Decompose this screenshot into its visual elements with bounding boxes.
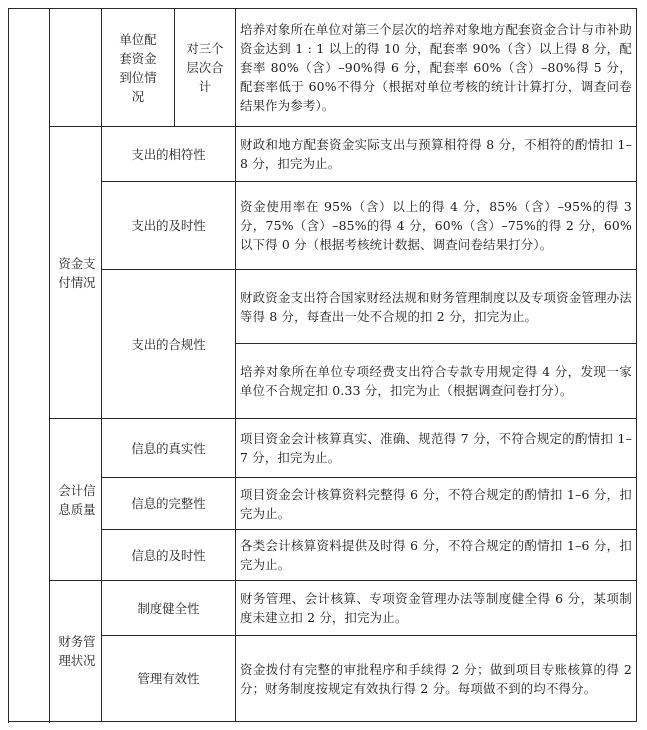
criterion-description: 各类会计核算资料提供及时得 6 分，不符合规定的酌情扣 1–6 分，扣完为止。: [236, 530, 637, 581]
table-row: [9, 127, 637, 182]
criterion-name: 单位配套资金到位情况: [102, 9, 175, 126]
table-row: [9, 530, 637, 581]
criterion-description: 培养对象所在单位对第三个层次的培养对象地方配套资金合计与市补助资金达到 1 : 1 以上的得 10 分，配套率 90%（含）以上得 8 分，配套率 80%（含）–90%得 6 分，配套率 60%（含）–80%得 5 分，配套率低于 60%不得分（根据对单位考核的统计计算打分，调查问卷结果作为参考）。: [236, 9, 637, 127]
table-row: [9, 270, 637, 344]
category-cell-empty: [50, 9, 102, 127]
criterion-name: 支出的相符性: [102, 127, 236, 182]
outer-category-cell: [9, 9, 50, 722]
criterion-description: 培养对象所在单位专项经费支出符合专款专用规定得 4 分，发现一家单位不合规定扣 0.33 分，扣完为止（根据调查问卷打分）。: [236, 344, 637, 419]
criterion-name: 制度健全性: [102, 581, 236, 636]
criterion-description: 财政资金支出符合国家财经法规和财务管理制度以及专项资金管理办法等得 8 分，每查出一处不合规的扣 2 分，扣完为止。: [236, 270, 637, 344]
criterion-description: 项目资金会计核算资料完整得 6 分，不符合规定的酌情扣 1–6 分，扣完为止。: [236, 478, 637, 530]
criterion-description: 财务管理、会计核算、专项资金管理办法等制度健全得 6 分，某项制度未建立扣 2 分，扣完为止。: [236, 581, 637, 636]
criterion-name: 信息的完整性: [102, 478, 236, 530]
criterion-name: 支出的及时性: [102, 182, 236, 270]
category-financial-management: 财务管理状况: [50, 581, 102, 722]
table-row: [9, 9, 637, 127]
criterion-description: 项目资金会计核算真实、准确、规范得 7 分，不符合规定的酌情扣 1–7 分，扣完为止。: [236, 419, 637, 478]
criterion-cell: [102, 9, 236, 127]
criterion-name: 支出的合规性: [102, 270, 236, 419]
table-row: [9, 581, 637, 636]
table-row: [9, 636, 637, 722]
criterion-name: 信息的真实性: [102, 419, 236, 478]
criterion-name: 管理有效性: [102, 636, 236, 722]
table-row: [9, 478, 637, 530]
evaluation-criteria-table: [8, 8, 637, 722]
criterion-description: 资金拨付有完整的审批程序和手续得 2 分；做到项目专账核算的得 2 分；财务制度按规定有效执行得 2 分。每项做不到的均不得分。: [236, 636, 637, 722]
category-funds-payment: 资金支付情况: [50, 127, 102, 419]
criterion-scope: 对三个层次合计: [186, 41, 224, 94]
table-row: [9, 419, 637, 478]
criterion-description: 财政和地方配套资金实际支出与预算相符得 8 分，不相符的酌情扣 1–8 分，扣完为止。: [236, 127, 637, 182]
scoring-table-page: [8, 8, 636, 720]
category-accounting-quality: 会计信息质量: [50, 419, 102, 581]
table-row: [9, 182, 637, 270]
criterion-description: 资金使用率在 95%（含）以上的得 4 分，85%（含）–95%的得 3 分，75%（含）–85%的得 4 分，60%（含）–75%的得 2 分，60%以下得 0 分（根据考核统计数据、调查问卷结果打分）。: [236, 182, 637, 270]
criterion-name: 信息的及时性: [102, 530, 236, 581]
